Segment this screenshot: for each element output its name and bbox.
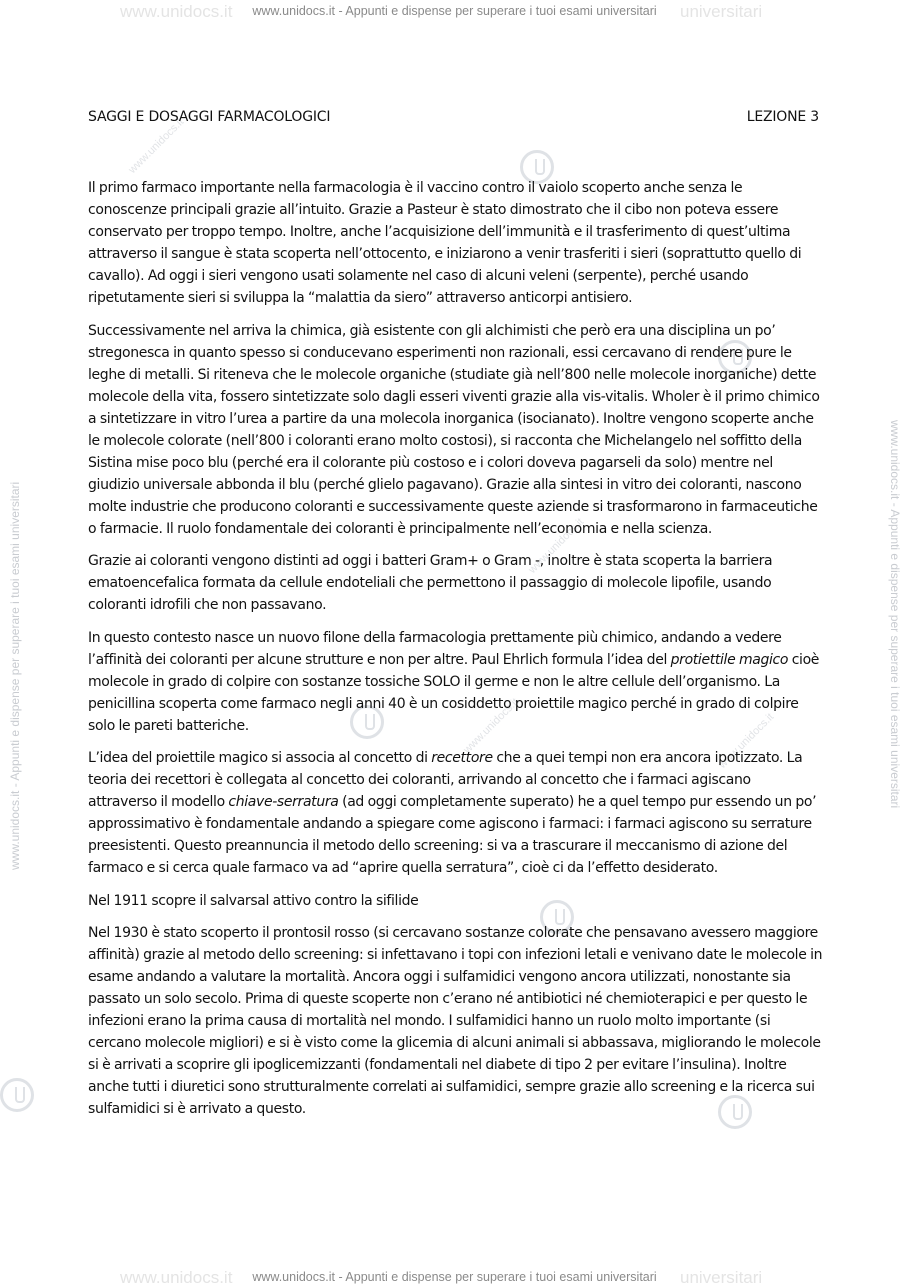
watermark-ghost-right: universitari bbox=[680, 2, 763, 21]
watermark-diagonal: www.unidocs.it bbox=[126, 116, 187, 176]
paragraph: Il primo farmaco importante nella farmacologia è il vaccino contro il vaiolo scoperto anche senza le conoscenze principali grazie all’intuito. Grazie a Pasteur è stato dimostrato che il cibo non poteva essere conservato per troppo tempo. Inoltre, anche l’acquisizione dell’immunità e il trasferimento di quest’ultima attraverso il sangue è stata scoperta nell’ottocento, e iniziarono a venir trasferiti i sieri (soprattutto quello di cavallo). Ad oggi i sieri vengono usati solamente nel caso di alcuni veleni (serpente), perché usando ripetutamente sieri si sviluppa la “malattia da siero” attraverso anticorpi antisiero. bbox=[88, 180, 802, 306]
document-body bbox=[88, 177, 823, 1131]
watermark-diagonal: www.unidocs.it bbox=[461, 696, 522, 756]
paragraph: Nel 1911 scopre il salvarsal attivo contro la sifilide bbox=[88, 892, 419, 909]
lesson-label: LEZIONE 3 bbox=[746, 109, 819, 125]
document-title: SAGGI E DOSAGGI FARMACOLOGICI bbox=[88, 109, 331, 125]
watermark-side-right: www.unidocs.it - Appunti e dispense per superare i tuoi esami universitari bbox=[888, 420, 902, 809]
page-header bbox=[88, 109, 819, 125]
italic-term: protiettile magico bbox=[670, 651, 789, 668]
watermark-ghost-left: www.unidocs.it bbox=[120, 2, 233, 21]
italic-term: chiave-serratura bbox=[228, 794, 339, 810]
watermark-ghost-left-bottom: www.unidocs.it bbox=[120, 1268, 233, 1287]
watermark-diagonal: www.unidocs.it bbox=[526, 516, 587, 576]
watermark-side-left: www.unidocs.it - Appunti e dispense per superare i tuoi esami universitari bbox=[8, 481, 22, 870]
italic-term: recettore bbox=[431, 750, 493, 766]
paragraph: Successivamente nel arriva la chimica, già esistente con gli alchimisti che però era una disciplina un po’ stregonesca in quanto spesso si conducevano esperimenti non razionali, essi cercavano di rendere pure le leghe di metalli. Si riteneva che le molecole organiche (studiate già nell’800 nelle molecole inorganiche) dette molecole della vita, fossero sintetizzate solo dagli esseri viventi grazie alla vis-vitalis. Wholer è il primo chimico a sintetizzare in vitro l’urea a partire da una molecola inorganica (isocianato). Inoltre vengono scoperte anche le molecole colorate (nell’800 i coloranti erano molto costosi), si racconta che Michelangelo nel soffitto della Sistina mise poco blu (perché era il colorante più costoso e i colori doveva pagarseli da solo) mentre nel giudizio universale abbonda il blu (perché glielo pagavano). Grazie alla sintesi in vitro dei coloranti, nascono molte industrie che producono coloranti e successivamente queste aziende si trasformarono in farmaceutiche o farmacie. Il ruolo fondamentale dei coloranti è principalmente nell’economia e nella scienza. bbox=[88, 322, 820, 537]
paragraph: Grazie ai coloranti vengono distinti ad oggi i batteri Gram+ o Gram -, inoltre è stata scoperta la barriera ematoencefalica formata da cellule endoteliali che permettono il passaggio di molecole lipofile, usando coloranti idrofili che non passavano. bbox=[88, 553, 773, 613]
watermark-header-text: www.unidocs.it - Appunti e dispense per superare i tuoi esami universitari bbox=[252, 4, 657, 18]
watermark-ghost-right-bottom: universitari bbox=[680, 1268, 763, 1287]
unidocs-logo-icon bbox=[0, 1078, 34, 1112]
watermark-diagonal: www.unidocs.it bbox=[716, 711, 777, 771]
watermark-header bbox=[0, 2, 909, 21]
watermark-footer-text: www.unidocs.it - Appunti e dispense per superare i tuoi esami universitari bbox=[252, 1270, 657, 1284]
watermark-footer bbox=[0, 1268, 909, 1287]
paragraph: In questo contesto nasce un nuovo filone della farmacologia prettamente più chimico, andando a vedere l’affinità dei coloranti per alcune strutture e non per altre. Paul Ehrlich formula l’idea del protiettile magico cioè molecole in grado di colpire con sostanze tossiche SOLO il germe e non le altre cellule dell’organismo. La penicillina scoperta come farmaco negli anni 40 è un cosiddetto proiettile magico perché in grado di colpire solo le pareti batteriche. bbox=[88, 629, 820, 734]
paragraph: Nel 1930 è stato scoperto il prontosil rosso (si cercavano sostanze colorate che pensavano avessero maggiore affinità) grazie al metodo dello screening: si infettavano i topi con infezioni letali e venivano date le molecole in esame andando a valutare la mortalità. Ancora oggi i sulfamidici vengono ancora utilizzati, nonostante sia passato un solo secolo. Prima di queste scoperte non c’erano né antibiotici né chemioterapici e per questo le infezioni erano la prima causa di mortalità nel mondo. I sulfamidici hanno un ruolo molto importante (si cercano molecole migliori) e si è visto come la glicemia di alcuni animali si abbassava, migliorando le molecole si è arrivati a scoprire gli ipoglicemizzanti (fondamentali nel diabete di tipo 2 per evitare l’insulina). Inoltre anche tutti i diuretici sono strutturalmente correlati ai sulfamidici, sempre grazie allo screening e la ricerca sui sulfamidici si è arrivato a questo. bbox=[88, 925, 823, 1117]
paragraph: L’idea del proiettile magico si associa al concetto di recettore che a quei tempi non era ancora ipotizzato. La teoria dei recettori è collegata al concetto dei coloranti, arrivando al concetto che i farmaci agiscano attraverso il modello chiave-serratura (ad oggi completamente superato) he a quel tempo pur essendo un po’ approssimativo è fondamentale andando a spiegare come agiscono i farmaci: i farmaci agiscono su serrature preesistenti. Questo preannuncia il metodo dello screening: si va a trascurare il meccanismo di azione del farmaco e si cerca quale farmaco va ad “aprire quella serratura”, cioè ci da l’effetto desiderato. bbox=[88, 750, 817, 876]
